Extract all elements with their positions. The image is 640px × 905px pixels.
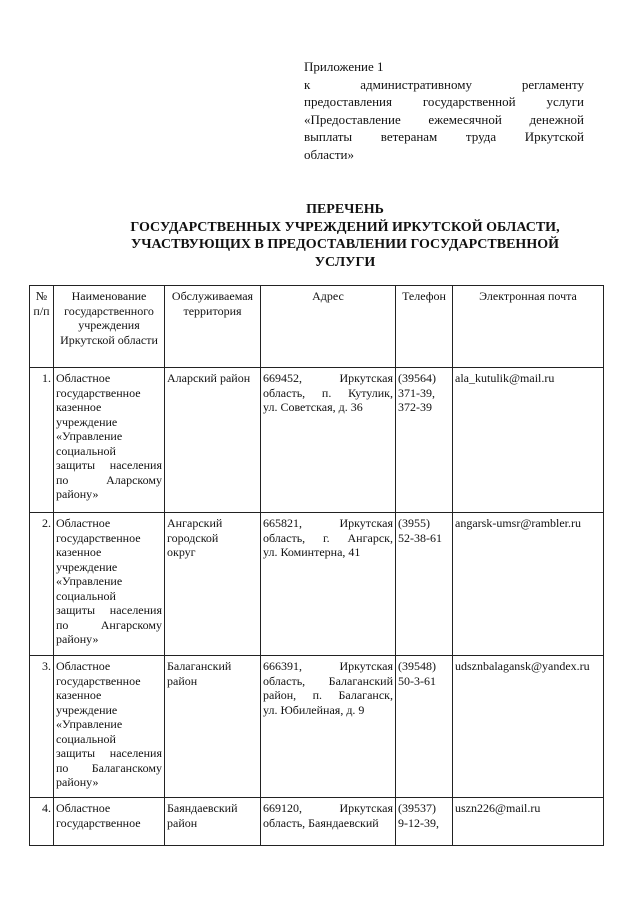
address-line: область, г. Ангарск, [263, 530, 393, 545]
phone-line: 9-12-39, [398, 815, 439, 830]
name-line: «Управление [56, 574, 123, 588]
served-territory [165, 513, 261, 656]
table-row [30, 656, 604, 798]
institution-email: uszn226@mail.ru [453, 798, 604, 846]
row-number: 3. [30, 656, 54, 798]
header-name: Наименование государственного учреждения Иркутской области [54, 286, 165, 368]
header-territory: Обслуживаемая территория [165, 286, 261, 368]
institution-phone [396, 368, 453, 513]
name-line: государственное [56, 385, 141, 400]
appendix-line: области» [304, 146, 354, 162]
phone-line: 52-38-61 [398, 530, 442, 545]
title-line: ПЕРЕЧЕНЬ [306, 202, 384, 217]
address-line: 666391, Иркутская [263, 659, 393, 673]
header-address: Адрес [261, 286, 396, 368]
name-line: казенное [56, 545, 102, 559]
name-line: социальной [56, 588, 116, 603]
table-header-row [30, 286, 604, 368]
address-line: область, Балаганский [263, 673, 393, 688]
territory-line: район [167, 673, 198, 688]
name-line: «Управление [56, 717, 123, 731]
name-line: району» [56, 487, 99, 501]
appendix-line: к административному регламенту [304, 76, 584, 92]
name-line: по Ангарскому [56, 617, 162, 632]
address-line: область, п. Кутулик, [263, 385, 393, 400]
phone-line: 372-39 [398, 400, 432, 414]
institution-name [54, 513, 165, 656]
name-line: району» [56, 632, 99, 646]
row-number: 4. [30, 798, 54, 846]
name-line: Областное [56, 659, 111, 673]
territory-line: Аларский район [167, 371, 251, 385]
row-number: 2. [30, 513, 54, 656]
row-number: 1. [30, 368, 54, 513]
name-line: социальной [56, 443, 116, 458]
table-row [30, 798, 604, 846]
name-line: защиты населения [56, 746, 162, 760]
served-territory [165, 656, 261, 798]
institution-address [261, 656, 396, 798]
phone-line: (3955) [398, 516, 430, 530]
name-line: государственное [56, 815, 141, 830]
institution-address [261, 368, 396, 513]
name-line: району» [56, 775, 99, 789]
name-line: казенное [56, 400, 102, 414]
header-phone: Телефон [396, 286, 453, 368]
address-line: район, п. Балаганск, [263, 688, 393, 702]
name-line: государственное [56, 673, 141, 688]
territory-line: Балаганский [167, 659, 232, 673]
appendix-line: выплаты ветеранам труда Иркутской [304, 129, 584, 144]
phone-line: 50-3-61 [398, 673, 436, 688]
served-territory [165, 798, 261, 846]
served-territory [165, 368, 261, 513]
name-line: «Управление [56, 429, 123, 443]
territory-line: Ангарский [167, 516, 223, 530]
institution-phone [396, 798, 453, 846]
name-line: учреждение [56, 702, 118, 717]
title-line: ГОСУДАРСТВЕННЫХ УЧРЕЖДЕНИЙ ИРКУТСКОЙ ОБЛАСТИ, [130, 219, 560, 235]
header-email: Электронная почта [453, 286, 604, 368]
name-line: Областное [56, 516, 111, 530]
territory-line: городской [167, 530, 219, 545]
phone-line: 371-39, [398, 385, 435, 400]
institution-address [261, 513, 396, 656]
title-line: УСЛУГИ [314, 254, 376, 270]
address-line: ул. Юбилейная, д. 9 [263, 702, 365, 717]
title-line: УЧАСТВУЮЩИХ В ПРЕДОСТАВЛЕНИИ ГОСУДАРСТВЕННОЙ [131, 237, 559, 252]
territory-line: округ [167, 545, 196, 559]
name-line: государственное [56, 530, 141, 545]
address-line: ул. Коминтерна, 41 [263, 545, 361, 559]
name-line: по Балаганскому [56, 760, 162, 775]
name-line: Областное [56, 801, 111, 815]
territory-line: район [167, 815, 198, 830]
phone-line: (39548) [398, 659, 436, 673]
institution-name [54, 798, 165, 846]
appendix-line: Приложение 1 [304, 59, 384, 74]
institution-phone [396, 656, 453, 798]
address-line: область, Баяндаевский [263, 815, 379, 830]
table-row [30, 513, 604, 656]
phone-line: (39564) [398, 371, 436, 385]
address-line: 669120, Иркутская [263, 801, 393, 815]
institution-address [261, 798, 396, 846]
name-line: по Аларскому [56, 472, 162, 487]
institution-email: udsznbalagansk@yandex.ru [453, 656, 604, 798]
institution-phone [396, 513, 453, 656]
name-line: Областное [56, 371, 111, 385]
name-line: защиты населения [56, 603, 162, 617]
appendix-line: предоставления государственной услуги [304, 94, 584, 109]
appendix-line: «Предоставление ежемесячной денежной [304, 111, 584, 127]
name-line: учреждение [56, 414, 118, 429]
institution-email: angarsk-umsr@rambler.ru [453, 513, 604, 656]
header-num: № п/п [30, 286, 54, 368]
address-line: 669452, Иркутская [263, 371, 393, 385]
name-line: защиты населения [56, 458, 162, 472]
institution-email: ala_kutulik@mail.ru [453, 368, 604, 513]
table-row [30, 368, 604, 513]
territory-line: Баяндаевский [167, 801, 238, 815]
appendix-caption [304, 58, 584, 163]
institution-name [54, 368, 165, 513]
name-line: казенное [56, 688, 102, 702]
address-line: 665821, Иркутская [263, 516, 393, 530]
institutions-table [29, 285, 604, 846]
institution-name [54, 656, 165, 798]
document-title [100, 201, 590, 271]
name-line: учреждение [56, 559, 118, 574]
address-line: ул. Советская, д. 36 [263, 400, 363, 414]
name-line: социальной [56, 731, 116, 746]
phone-line: (39537) [398, 801, 436, 815]
